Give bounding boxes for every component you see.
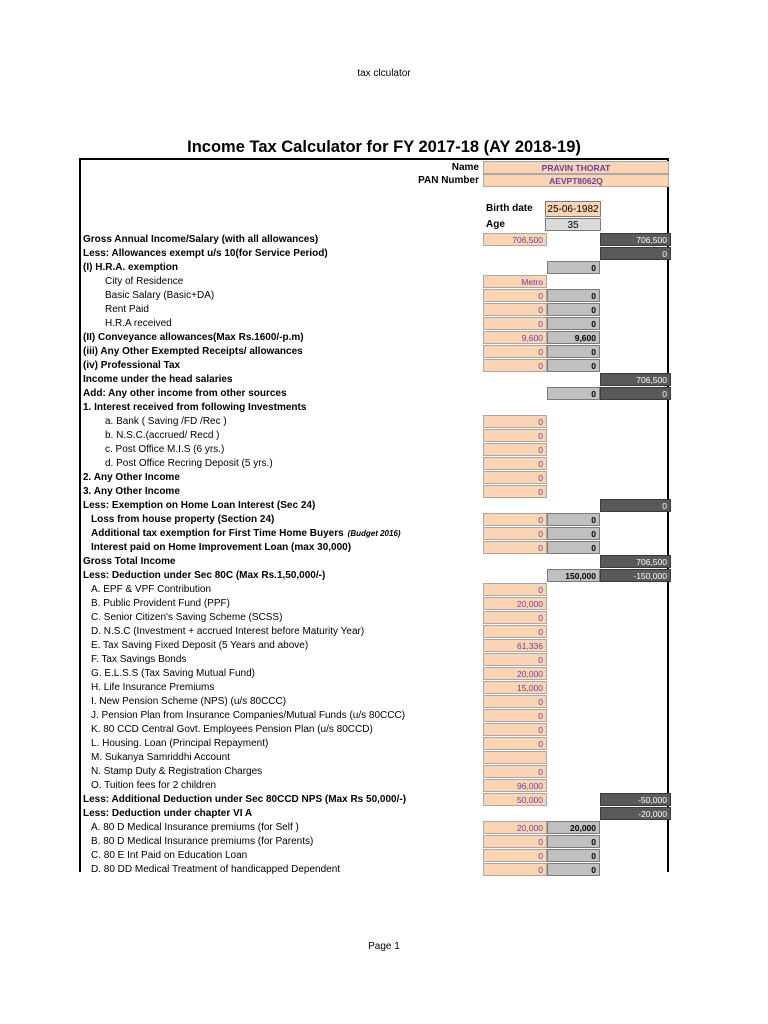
row-label-text: M. Sukanya Samriddhi Account: [91, 752, 230, 763]
table-row: [81, 765, 667, 779]
table-row: [81, 513, 667, 527]
row-label: [83, 555, 176, 569]
computed-cell: 0: [547, 387, 600, 400]
table-row: [81, 625, 667, 639]
computed-cell: 0: [547, 345, 600, 358]
row-label: [105, 457, 273, 471]
row-label: [105, 429, 219, 443]
row-label-text: 3. Any Other Income: [83, 486, 180, 497]
input-cell[interactable]: 0: [483, 513, 547, 526]
row-label-text: d. Post Office Recring Deposit (5 yrs.): [105, 458, 273, 469]
row-label-text: A. 80 D Medical Insurance premiums (for Self ): [91, 822, 299, 833]
row-label: [83, 233, 318, 247]
computed-cell: 0: [547, 527, 600, 540]
row-label-note: (Budget 2016): [347, 529, 401, 538]
row-label: [105, 317, 172, 331]
input-cell[interactable]: 0: [483, 471, 547, 484]
input-cell[interactable]: 0: [483, 289, 547, 302]
row-label-text: c. Post Office M.I.S (6 yrs.): [105, 444, 225, 455]
row-label-text: (II) Conveyance allowances(Max Rs.1600/-p.m): [83, 332, 304, 343]
table-row: [81, 569, 667, 583]
row-label: [83, 359, 180, 373]
input-cell[interactable]: 61,336: [483, 639, 547, 652]
table-row: [81, 639, 667, 653]
table-row: [81, 835, 667, 849]
computed-cell: 0: [547, 289, 600, 302]
row-label-text: O. Tuition fees for 2 children: [91, 780, 217, 791]
row-label-text: H. Life Insurance Premiums: [91, 682, 215, 693]
birth-label: Birth date: [486, 203, 533, 214]
input-cell[interactable]: 0: [483, 625, 547, 638]
input-cell[interactable]: 15,000: [483, 681, 547, 694]
table-row: [81, 275, 667, 289]
table-row: [81, 779, 667, 793]
row-label-text: Loss from house property (Section 24): [91, 514, 275, 525]
table-row: [81, 653, 667, 667]
computed-cell: 0: [547, 317, 600, 330]
input-cell[interactable]: 0: [483, 849, 547, 862]
computed-cell: 0: [547, 849, 600, 862]
row-label-text: b. N.S.C.(accrued/ Recd ): [105, 430, 220, 441]
age-field: 35: [545, 218, 601, 231]
row-label: [83, 793, 406, 807]
input-cell[interactable]: 706,500: [483, 233, 547, 246]
input-cell[interactable]: 0: [483, 583, 547, 596]
row-label: [91, 541, 351, 555]
pan-label: PAN Number: [418, 175, 479, 186]
table-row: [81, 583, 667, 597]
computed-cell: 9,600: [547, 331, 600, 344]
name-label: Name: [451, 162, 479, 173]
page-title: Income Tax Calculator for FY 2017-18 (AY 2018-19): [187, 138, 581, 156]
input-cell[interactable]: 9,600: [483, 331, 547, 344]
table-row: [81, 597, 667, 611]
row-label-text: Basic Salary (Basic+DA): [105, 290, 215, 301]
input-cell[interactable]: 0: [483, 345, 547, 358]
row-label: [83, 807, 252, 821]
input-cell[interactable]: 0: [483, 653, 547, 666]
row-label-text: E. Tax Saving Fixed Deposit (5 Years and above): [91, 640, 309, 651]
total-cell: -150,000: [600, 569, 671, 582]
total-cell: 706,500: [600, 555, 671, 568]
table-row: [81, 303, 667, 317]
pan-row: [81, 174, 667, 188]
age-label: Age: [486, 219, 505, 230]
input-cell[interactable]: 0: [483, 541, 547, 554]
page-footer: Page 1: [368, 941, 400, 952]
table-row: [81, 793, 667, 807]
row-label: [91, 639, 308, 653]
row-label-text: Less: Allowances exempt u/s 10(for Service Period): [83, 248, 328, 259]
computed-cell: 0: [547, 513, 600, 526]
row-label-text: B. Public Provident Fund (PPF): [91, 598, 230, 609]
input-cell[interactable]: 0: [483, 415, 547, 428]
row-label: [105, 443, 224, 457]
row-label: [91, 835, 313, 849]
input-cell[interactable]: 0: [483, 443, 547, 456]
row-label-text: D. 80 DD Medical Treatment of handicapped Dependent: [91, 864, 341, 875]
table-row: [81, 667, 667, 681]
row-label-text: A. EPF & VPF Contribution: [91, 584, 212, 595]
row-label-text: H.R.A received: [105, 318, 172, 329]
row-label: [91, 765, 262, 779]
table-row: [81, 555, 667, 569]
input-cell[interactable]: 0: [483, 429, 547, 442]
row-label-text: Gross Annual Income/Salary (with all allowances): [83, 234, 319, 245]
input-cell[interactable]: 0: [483, 457, 547, 470]
row-label: [91, 667, 255, 681]
row-label: [91, 611, 282, 625]
computed-cell: 150,000: [547, 569, 600, 582]
input-cell[interactable]: 0: [483, 359, 547, 372]
row-label: [91, 597, 230, 611]
row-label-text: K. 80 CCD Central Govt. Employees Pension Plan (u/s 80CCD): [91, 724, 373, 735]
input-cell[interactable]: 20,000: [483, 597, 547, 610]
row-label: [83, 471, 180, 485]
input-cell[interactable]: [483, 751, 547, 764]
table-row: [81, 485, 667, 499]
input-cell[interactable]: 20,000: [483, 667, 547, 680]
row-label: [83, 569, 325, 583]
tax-sheet: [79, 158, 669, 875]
row-label-text: Income under the head salaries: [83, 374, 233, 385]
row-label: [91, 583, 211, 597]
row-label: [105, 415, 227, 429]
row-label: [91, 723, 373, 737]
row-label-text: City of Residence: [105, 276, 184, 287]
row-label-text: 1. Interest received from following Investments: [83, 402, 307, 413]
name-row: [81, 161, 667, 175]
row-label-text: (I) H.R.A. exemption: [83, 262, 179, 273]
row-label: [83, 345, 303, 359]
table-row: [81, 345, 667, 359]
row-label: [83, 401, 306, 415]
input-cell[interactable]: 0: [483, 863, 547, 876]
input-cell[interactable]: 0: [483, 527, 547, 540]
table-row: [81, 247, 667, 261]
row-label-text: Less: Deduction under Sec 80C (Max Rs.1,50,000/-): [83, 570, 326, 581]
table-row: [81, 695, 667, 709]
row-label-text: Less: Exemption on Home Loan Interest (Sec 24): [83, 500, 316, 511]
row-label: [83, 373, 233, 387]
table-row: [81, 233, 667, 247]
row-label-text: F. Tax Savings Bonds: [91, 654, 187, 665]
age-row: [81, 218, 667, 232]
row-label: [105, 275, 183, 289]
row-label-text: Interest paid on Home Improvement Loan (max 30,000): [91, 542, 352, 553]
table-row: [81, 709, 667, 723]
row-label: [91, 527, 401, 541]
table-row: [81, 429, 667, 443]
header-note: tax clculator: [357, 68, 411, 79]
table-row: [81, 611, 667, 625]
total-cell: -20,000: [600, 807, 671, 820]
row-label: [91, 513, 274, 527]
total-cell: -50,000: [600, 793, 671, 806]
row-label: [91, 709, 405, 723]
input-cell[interactable]: 0: [483, 737, 547, 750]
table-row: [81, 863, 667, 877]
computed-cell: 0: [547, 835, 600, 848]
row-label-text: J. Pension Plan from Insurance Companies/Mutual Funds (u/s 80CCC): [91, 710, 406, 721]
row-label: [105, 303, 149, 317]
row-label: [91, 625, 364, 639]
input-cell[interactable]: Metro: [483, 275, 547, 288]
total-cell: 706,500: [600, 373, 671, 386]
row-label-text: 2. Any Other Income: [83, 472, 180, 483]
table-row: [81, 499, 667, 513]
table-row: [81, 387, 667, 401]
table-row: [81, 317, 667, 331]
computed-cell: 0: [547, 541, 600, 554]
table-row: [81, 527, 667, 541]
row-label-text: B. 80 D Medical Insurance premiums (for Parents): [91, 836, 314, 847]
row-label-text: C. 80 E Int Paid on Education Loan: [91, 850, 248, 861]
input-cell[interactable]: 0: [483, 303, 547, 316]
row-label-text: (iii) Any Other Exempted Receipts/ allowances: [83, 346, 303, 357]
table-row: [81, 443, 667, 457]
row-label: [105, 289, 214, 303]
row-label: [91, 821, 299, 835]
table-row: [81, 401, 667, 415]
row-label: [83, 499, 315, 513]
table-row: [81, 373, 667, 387]
row-label-text: Rent Paid: [105, 304, 149, 315]
row-label: [83, 261, 178, 275]
row-label: [91, 737, 268, 751]
table-row: [81, 471, 667, 485]
computed-cell: 0: [547, 303, 600, 316]
total-cell: 0: [600, 499, 671, 512]
input-cell[interactable]: 0: [483, 485, 547, 498]
name-field[interactable]: PRAVIN THORAT: [483, 161, 669, 174]
total-cell: 0: [600, 387, 671, 400]
total-cell: 0: [600, 247, 671, 260]
row-label-text: D. N.S.C (Investment + accrued Interest before Maturity Year): [91, 626, 365, 637]
input-cell[interactable]: 0: [483, 317, 547, 330]
table-row: [81, 415, 667, 429]
table-row: [81, 331, 667, 345]
table-row: [81, 289, 667, 303]
input-cell[interactable]: 0: [483, 695, 547, 708]
table-row: [81, 723, 667, 737]
input-cell[interactable]: 0: [483, 723, 547, 736]
input-cell[interactable]: 0: [483, 709, 547, 722]
row-label-text: G. E.L.S.S (Tax Saving Mutual Fund): [91, 668, 255, 679]
input-cell[interactable]: 0: [483, 611, 547, 624]
row-label-text: Gross Total Income: [83, 556, 176, 567]
birth-row: [81, 201, 667, 217]
row-label-text: Additional tax exemption for First Time Home Buyers: [91, 528, 344, 539]
total-cell: 706,500: [600, 233, 671, 246]
row-label: [91, 849, 247, 863]
table-row: [81, 359, 667, 373]
row-label: [83, 485, 180, 499]
computed-cell: 0: [547, 261, 600, 274]
table-row: [81, 849, 667, 863]
row-label: [91, 863, 340, 877]
row-label: [91, 681, 214, 695]
table-row: [81, 261, 667, 275]
input-cell[interactable]: 96,000: [483, 779, 547, 792]
table-row: [81, 681, 667, 695]
input-cell[interactable]: 20,000: [483, 821, 547, 834]
input-cell[interactable]: 0: [483, 765, 547, 778]
row-label-text: (iv) Professional Tax: [83, 360, 181, 371]
row-label-text: C. Senior Citizen's Saving Scheme (SCSS): [91, 612, 283, 623]
row-label: [91, 653, 186, 667]
computed-cell: 0: [547, 359, 600, 372]
input-cell[interactable]: 0: [483, 835, 547, 848]
row-label-text: Less: Additional Deduction under Sec 80CCD NPS (Max Rs 50,000/-): [83, 794, 407, 805]
table-row: [81, 457, 667, 471]
row-label: [91, 751, 230, 765]
computed-cell: 20,000: [547, 821, 600, 834]
table-row: [81, 541, 667, 555]
table-row: [81, 751, 667, 765]
input-cell[interactable]: 50,000: [483, 793, 547, 806]
birth-date-field[interactable]: 25-06-1982: [545, 201, 601, 217]
row-label-text: Less: Deduction under chapter VI A: [83, 808, 253, 819]
table-row: [81, 737, 667, 751]
row-label-text: I. New Pension Scheme (NPS) (u/s 80CCC): [91, 696, 287, 707]
table-row: [81, 807, 667, 821]
row-label: [83, 331, 304, 345]
row-label-text: L. Housing. Loan (Principal Repayment): [91, 738, 269, 749]
row-label: [91, 779, 216, 793]
pan-field[interactable]: AEVPT8062Q: [483, 174, 669, 187]
table-row: [81, 821, 667, 835]
row-label-text: Add: Any other income from other sources: [83, 388, 287, 399]
computed-cell: 0: [547, 863, 600, 876]
row-label: [83, 387, 287, 401]
row-label: [91, 695, 286, 709]
row-label-text: N. Stamp Duty & Registration Charges: [91, 766, 263, 777]
row-label-text: a. Bank ( Saving /FD /Rec ): [105, 416, 227, 427]
row-label: [83, 247, 328, 261]
